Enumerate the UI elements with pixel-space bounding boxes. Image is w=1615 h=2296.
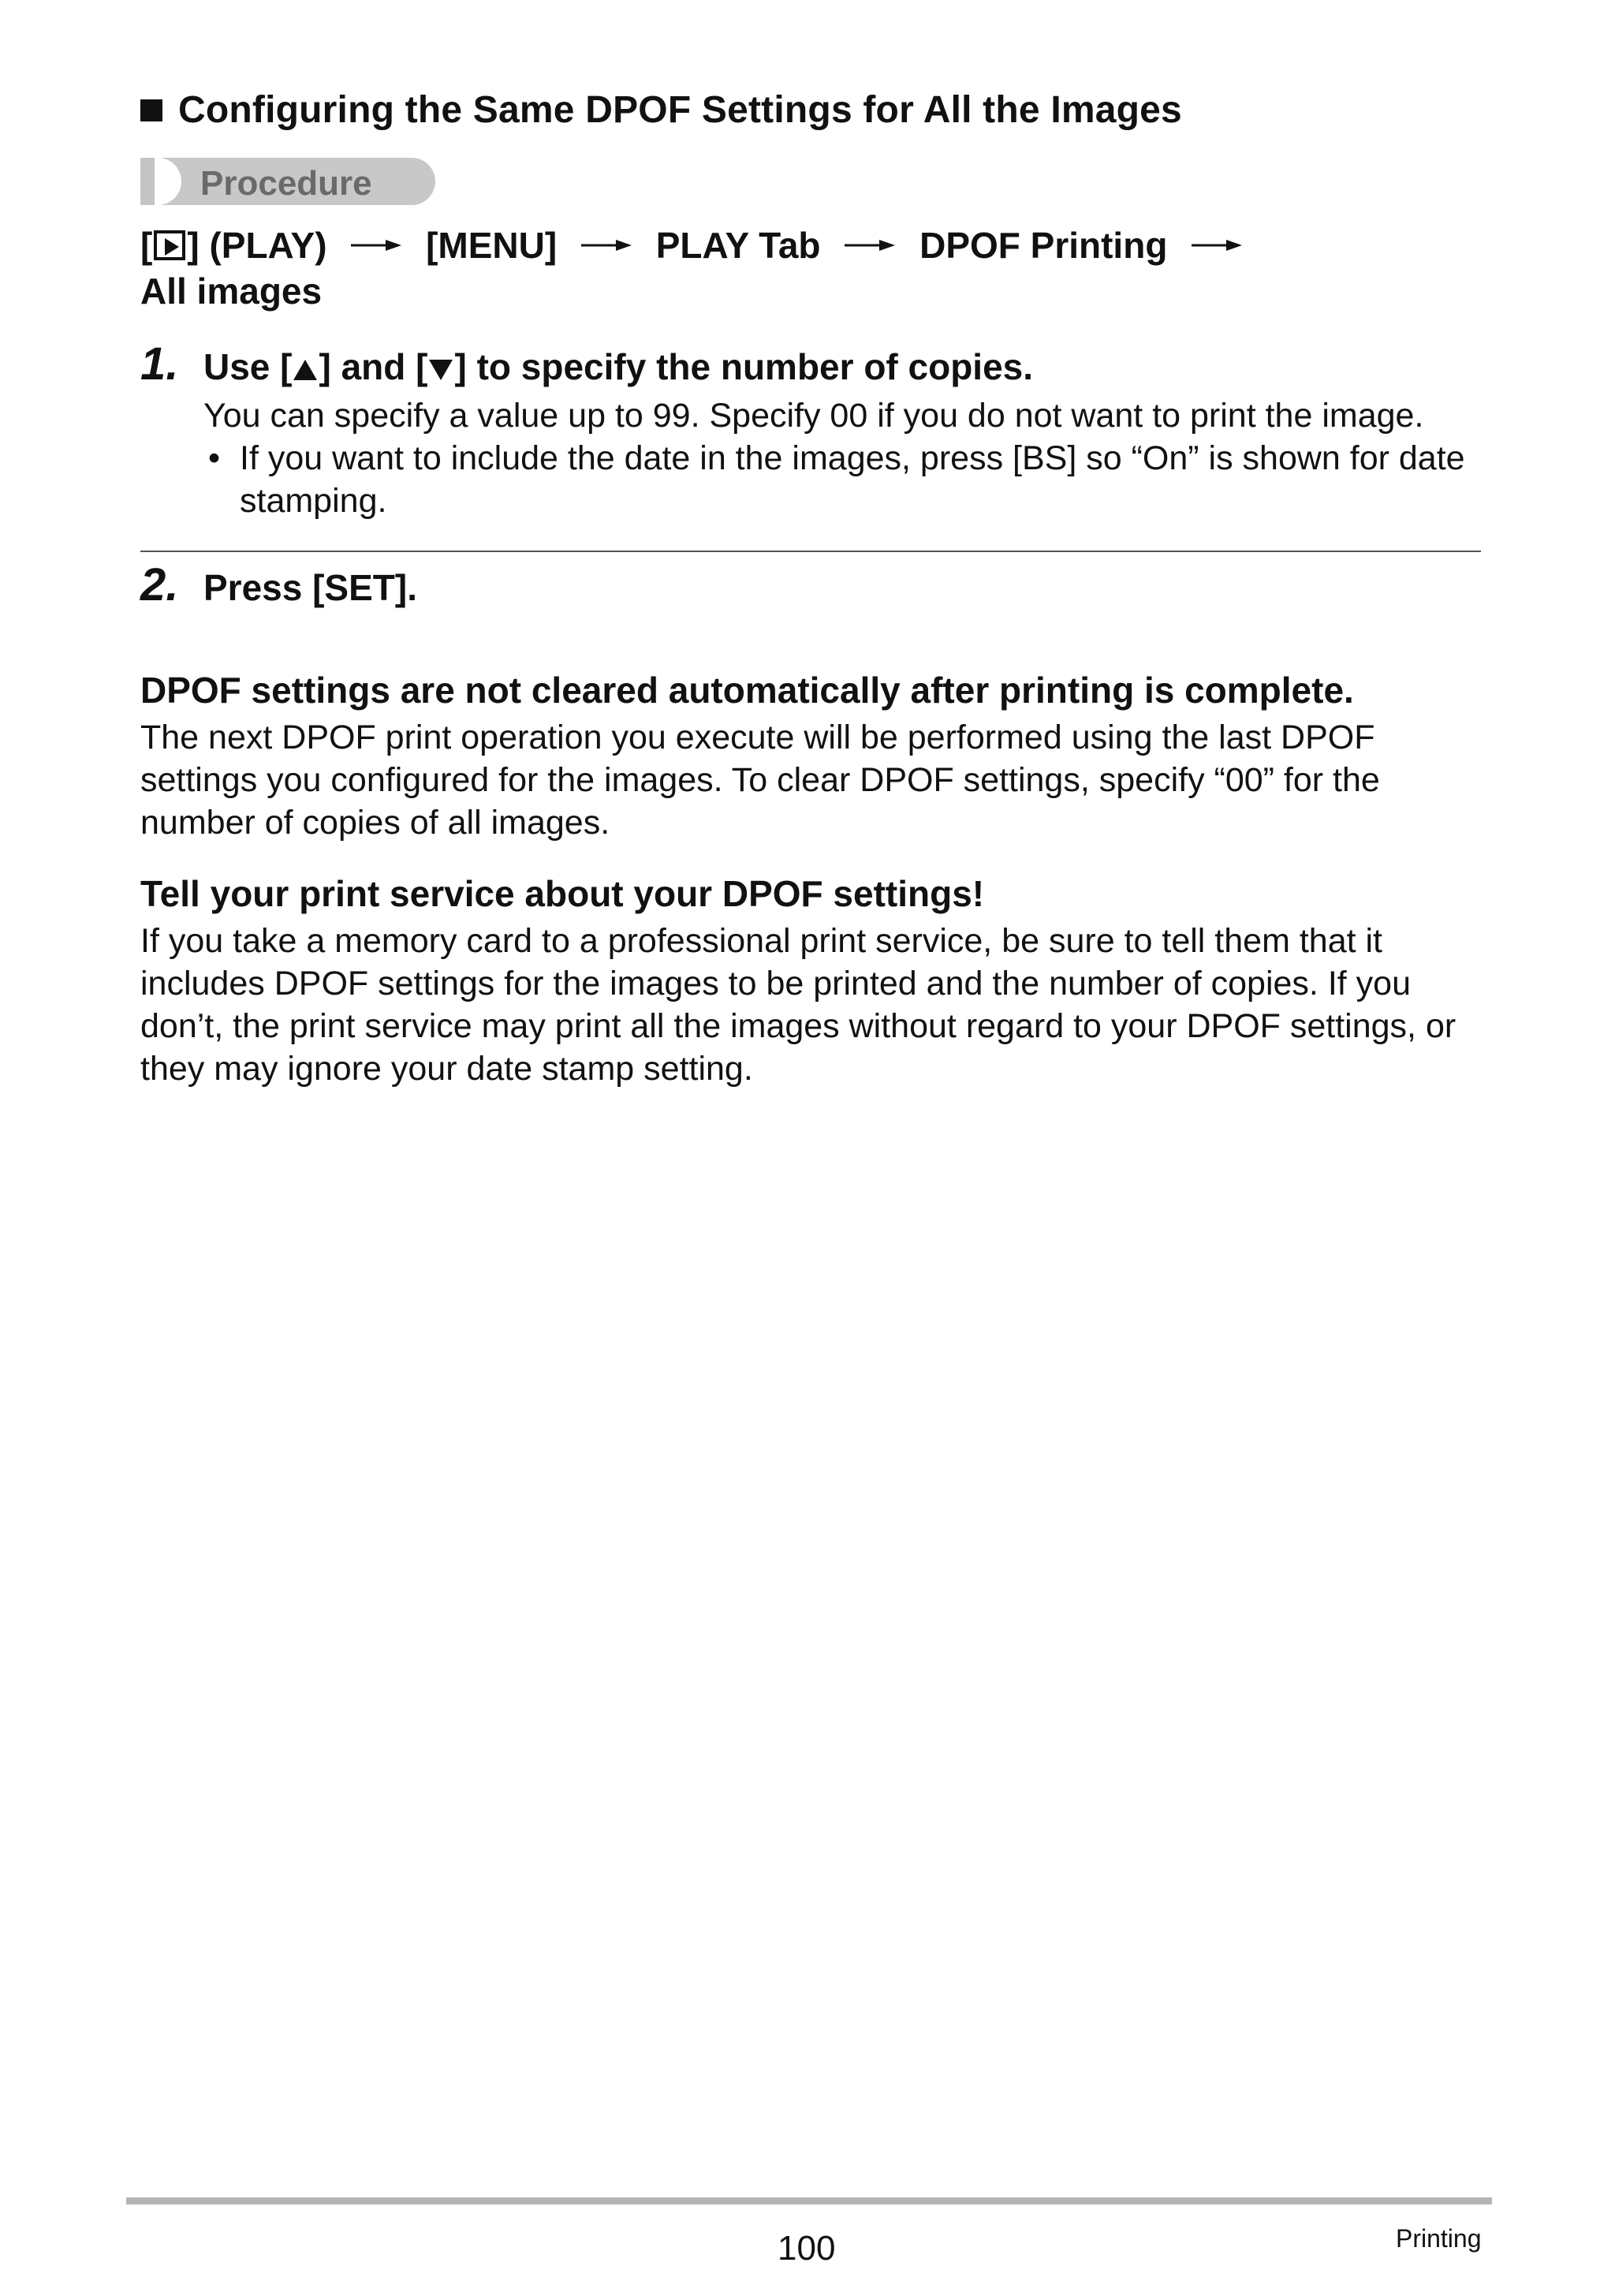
play-icon bbox=[154, 230, 185, 260]
step-1-heading-part-1: Use [ bbox=[203, 346, 293, 387]
procedure-label: Procedure bbox=[200, 164, 372, 203]
bracket-open: [ bbox=[140, 224, 153, 266]
step-divider bbox=[140, 551, 1481, 552]
step-2-number: 2. bbox=[140, 559, 179, 610]
step-1-bullet-icon: • bbox=[208, 439, 221, 477]
procedure-badge bbox=[140, 158, 435, 205]
path-play: (PLAY) bbox=[209, 224, 327, 266]
step-1-number: 1. bbox=[140, 338, 179, 390]
note-2-text: If you take a memory card to a professional print service, be sure to tell them that it includes DPOF settings for the images to be printed and the number of copies. If you don’t, the print service may print all the images without regard to your DPOF settings, or they may ignore your date stamp setting. bbox=[140, 922, 1456, 1088]
path-all-images: All images bbox=[140, 270, 323, 312]
menu-path-line-1 bbox=[140, 219, 1256, 268]
up-triangle-icon bbox=[292, 358, 319, 382]
page-number: 100 bbox=[778, 2229, 836, 2268]
step-1-bullet-text: If you want to include the date in the images, press [BS] so “On” is shown for date stamping. bbox=[240, 439, 1465, 520]
square-bullet-icon bbox=[140, 99, 162, 121]
path-menu: [MENU] bbox=[426, 224, 558, 266]
bracket-close: ] bbox=[187, 224, 200, 266]
procedure-badge-bar bbox=[140, 158, 155, 205]
section-title: Configuring the Same DPOF Settings for All the Images bbox=[178, 89, 1182, 131]
arrow-right-icon bbox=[581, 237, 632, 253]
note-2-heading: Tell your print service about your DPOF settings! bbox=[140, 873, 985, 914]
path-dpof-printing: DPOF Printing bbox=[919, 224, 1168, 266]
arrow-right-icon bbox=[845, 237, 895, 253]
note-1-text: The next DPOF print operation you execute will be performed using the last DPOF settings you configured for the images. To clear DPOF settings, specify “00” for the number of copies of all images. bbox=[140, 719, 1380, 842]
arrow-right-icon bbox=[1192, 237, 1242, 253]
note-1-heading: DPOF settings are not cleared automatically after printing is complete. bbox=[140, 670, 1354, 711]
step-1-heading bbox=[203, 345, 1033, 388]
footer-section-label: Printing bbox=[1396, 2224, 1482, 2253]
step-1-text: You can specify a value up to 99. Specify 00 if you do not want to print the image. bbox=[203, 397, 1424, 435]
section-title-row bbox=[140, 88, 1182, 132]
step-1-heading-part-3: ] to specify the number of copies. bbox=[454, 346, 1034, 387]
step-2-heading: Press [SET]. bbox=[203, 567, 417, 608]
down-triangle-icon bbox=[427, 358, 454, 382]
arrow-right-icon bbox=[351, 237, 401, 253]
path-play-tab: PLAY Tab bbox=[655, 224, 821, 266]
menu-path bbox=[140, 219, 1256, 314]
footer-rule bbox=[126, 2197, 1492, 2205]
procedure-badge-notch bbox=[161, 158, 181, 205]
step-1-heading-part-2: ] and [ bbox=[319, 346, 428, 387]
